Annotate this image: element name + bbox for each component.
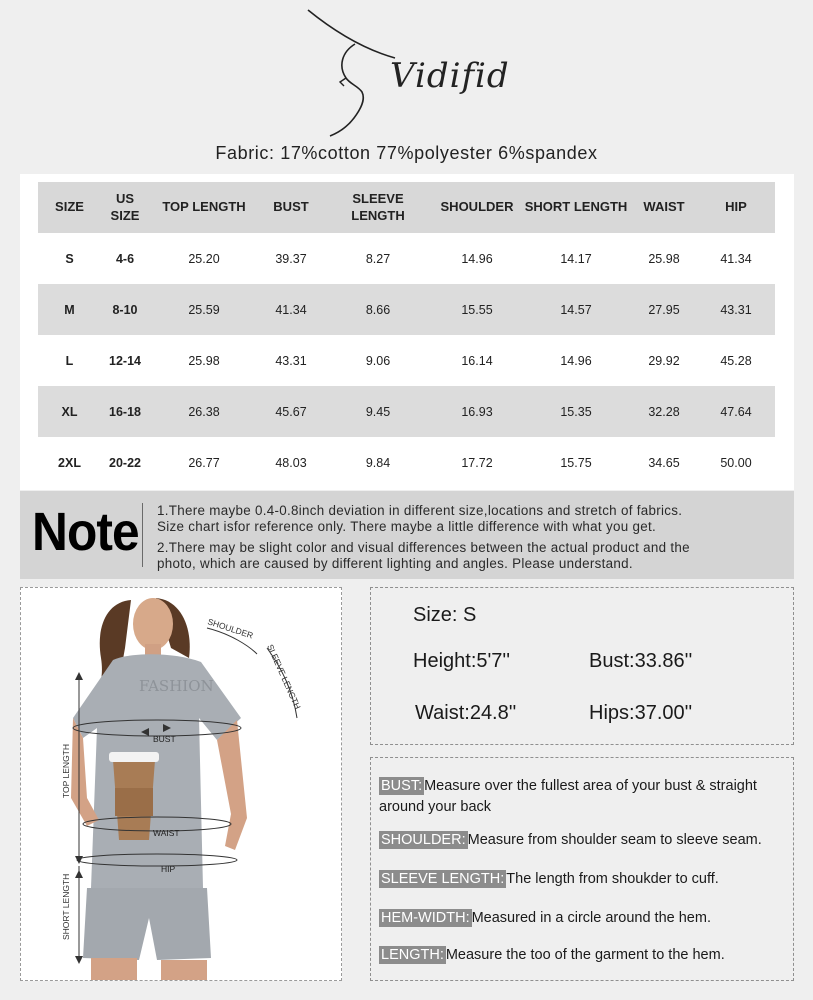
table-cell: S xyxy=(65,251,74,266)
table-cell: 26.38 xyxy=(149,386,259,437)
table-cell: 45.28 xyxy=(720,353,752,368)
model-waist: Waist:24.8'' xyxy=(415,702,517,724)
table-cell: 20-22 xyxy=(109,455,141,470)
table-row xyxy=(38,386,775,437)
note-line: Size chart isfor reference only. There maybe a little difference with what you get. xyxy=(157,518,657,534)
definition-length xyxy=(379,945,789,966)
model-hips: Hips:37.00'' xyxy=(589,702,693,724)
table-cell: 48.03 xyxy=(275,455,307,470)
table-cell: 47.64 xyxy=(697,386,775,437)
column-header: SIZE xyxy=(38,182,101,233)
table-cell: 9.45 xyxy=(323,386,433,437)
note-line: 2.There may be slight color and visual differences between the actual product and the xyxy=(157,540,690,555)
table-row xyxy=(38,437,775,488)
table-cell: 50.00 xyxy=(720,455,752,470)
definition-term: LENGTH: xyxy=(381,947,444,963)
note-line: photo, which are caused by different lighting and angles. Please understand. xyxy=(157,555,633,571)
table-row xyxy=(38,335,775,386)
table-cell: 41.34 xyxy=(259,284,323,335)
table-cell: 27.95 xyxy=(631,284,697,335)
shirt-print-text: FASHION xyxy=(139,677,214,695)
definition-text: Measure over the fullest area of your bust & straight around your back xyxy=(379,778,757,815)
table-cell: 43.31 xyxy=(275,353,307,368)
table-cell: 14.57 xyxy=(521,284,631,335)
table-row xyxy=(38,284,775,335)
table-cell: L xyxy=(65,353,74,368)
table-cell: 8-10 xyxy=(101,284,149,335)
table-cell: 25.98 xyxy=(188,353,220,368)
table-cell: 16.93 xyxy=(433,386,521,437)
table-cell: 41.34 xyxy=(720,251,752,266)
table-cell: 45.67 xyxy=(259,386,323,437)
sleeve-length-label: SLEEVE LENGTH xyxy=(265,642,303,711)
model-measurement-figure xyxy=(20,587,342,981)
column-header: HIP xyxy=(697,182,775,233)
column-header: TOP LENGTH xyxy=(149,182,259,233)
definition-text: Measure from shoulder seam to sleeve seam. xyxy=(467,832,762,848)
table-cell: 43.31 xyxy=(697,284,775,335)
definition-term: SHOULDER: xyxy=(381,832,466,848)
definition-term: HEM-WIDTH: xyxy=(381,910,470,926)
note-panel xyxy=(20,491,794,579)
definition-text: Measured in a circle around the hem. xyxy=(471,910,711,926)
table-cell: 17.72 xyxy=(461,455,493,470)
table-cell: 12-14 xyxy=(109,353,141,368)
column-header: SHOULDER xyxy=(433,182,521,233)
note-line: 1.There maybe 0.4-0.8inch deviation in different size,locations and stretch of fabrics. xyxy=(157,503,683,518)
note-text xyxy=(157,503,787,571)
definition-text: The length from shoukder to cuff. xyxy=(506,871,719,887)
brand-logo xyxy=(300,6,530,138)
table-cell: 15.75 xyxy=(560,455,592,470)
definition-shoulder xyxy=(379,830,789,851)
table-cell: 8.27 xyxy=(365,251,391,266)
table-cell: XL xyxy=(38,386,101,437)
column-header: US SIZE xyxy=(101,182,149,233)
table-cell: 2XL xyxy=(58,455,81,470)
table-cell: 14.17 xyxy=(560,251,592,266)
definition-sleeve-length xyxy=(379,869,789,890)
model-size-panel xyxy=(370,587,794,745)
definition-text: Measure the too of the garment to the hem. xyxy=(445,947,725,963)
table-header-row xyxy=(38,182,775,233)
definition-term: BUST: xyxy=(381,778,423,794)
table-cell: 29.92 xyxy=(648,353,680,368)
size-table xyxy=(38,182,775,488)
table-cell: 9.06 xyxy=(365,353,391,368)
model-size: Size: S xyxy=(413,604,477,626)
definition-term: SLEEVE LENGTH: xyxy=(381,871,505,887)
table-cell: 4-6 xyxy=(115,251,135,266)
definition-hem-width xyxy=(379,908,789,929)
column-header: BUST xyxy=(259,182,323,233)
definition-bust xyxy=(379,776,789,818)
column-header: SHORT LENGTH xyxy=(521,182,631,233)
shoulder-label: SHOULDER xyxy=(206,616,255,641)
table-cell: 15.35 xyxy=(521,386,631,437)
table-cell: 16.14 xyxy=(461,353,493,368)
bust-label: BUST xyxy=(153,734,176,744)
column-header: SLEEVE LENGTH xyxy=(323,182,433,233)
top-length-label: TOP LENGTH xyxy=(61,743,71,798)
table-cell: M xyxy=(38,284,101,335)
note-title: Note xyxy=(32,502,139,562)
note-divider xyxy=(142,503,143,567)
size-chart xyxy=(20,174,794,490)
column-header: WAIST xyxy=(631,182,697,233)
table-cell: 8.66 xyxy=(323,284,433,335)
model-illustration xyxy=(21,588,342,981)
short-length-label: SHORT LENGTH xyxy=(61,873,71,940)
hip-label: HIP xyxy=(161,864,176,874)
table-cell: 34.65 xyxy=(648,455,680,470)
table-cell: 39.37 xyxy=(275,251,307,266)
table-cell: 16-18 xyxy=(101,386,149,437)
table-cell: 14.96 xyxy=(461,251,493,266)
table-cell: 15.55 xyxy=(433,284,521,335)
fabric-composition: Fabric: 17%cotton 77%polyester 6%spandex xyxy=(215,143,598,163)
table-cell: 32.28 xyxy=(631,386,697,437)
model-height: Height:5'7'' xyxy=(413,650,511,672)
table-cell: 9.84 xyxy=(365,455,391,470)
table-cell: 25.59 xyxy=(149,284,259,335)
table-cell: 25.20 xyxy=(188,251,220,266)
table-cell: 14.96 xyxy=(560,353,592,368)
table-row xyxy=(38,233,775,284)
brand-name: Vidifid xyxy=(390,56,510,96)
table-cell: 25.98 xyxy=(648,251,680,266)
waist-label: WAIST xyxy=(153,828,180,838)
measurement-definitions xyxy=(370,757,794,981)
table-cell: 26.77 xyxy=(188,455,220,470)
model-bust: Bust:33.86'' xyxy=(589,650,693,672)
